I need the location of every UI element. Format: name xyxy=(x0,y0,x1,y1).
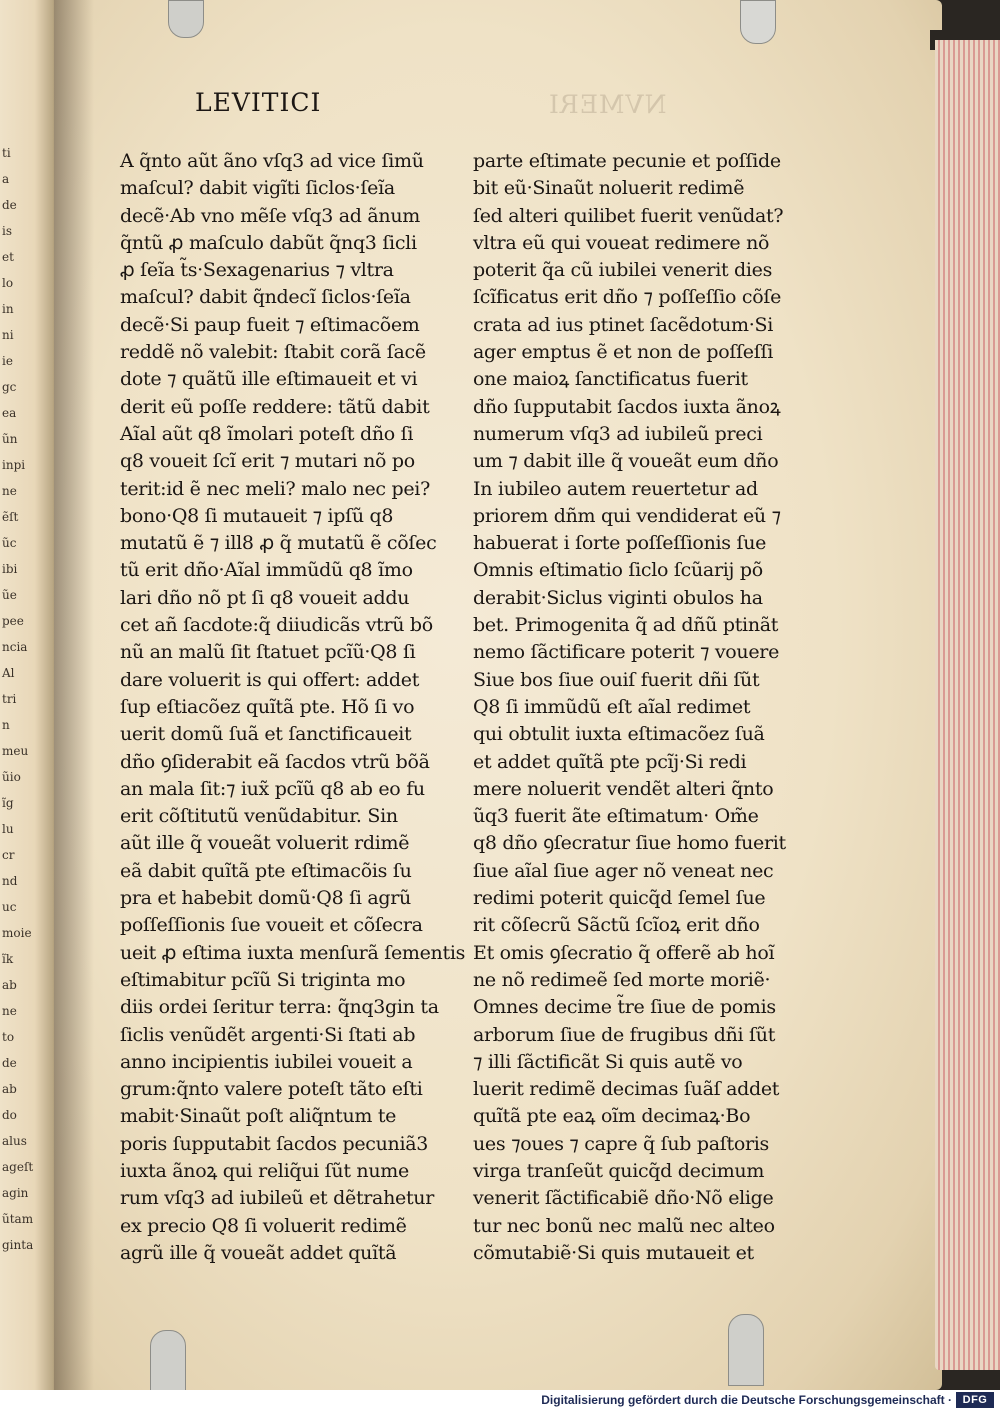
left-margin-fragment: pee xyxy=(2,614,24,628)
left-margin-fragment: ea xyxy=(2,406,17,420)
left-margin-fragment: to xyxy=(2,1030,15,1044)
left-column-line: pra et habebit domũ·Q8 ſi agrũ xyxy=(120,887,411,910)
left-column-line: mabit·Sinaũt poſt aliq̃ntum te xyxy=(120,1105,397,1128)
right-column-line: virga tranſeũt quicq̃d decimum xyxy=(473,1159,765,1182)
right-column-line: In iubileo autem reuertetur ad xyxy=(473,477,758,500)
left-column-line: derit eũ poſſe reddere: tãtũ dabit xyxy=(120,395,430,418)
left-margin-fragment: de xyxy=(2,198,17,212)
left-margin-fragment: et xyxy=(2,250,14,264)
left-margin-fragment: ĩg xyxy=(2,796,14,810)
right-column-line: venerit ſãctificabiẽ dño·Nõ elige xyxy=(473,1187,774,1210)
right-column-line: priorem dñm qui vendiderat eũ ⁊ xyxy=(473,504,781,527)
left-column-line: poſſeſſionis ſue voueit et cõſecra xyxy=(120,914,423,937)
right-column-line: ne nõ redimeẽ ſed morte moriẽ· xyxy=(473,968,771,991)
right-column-line: qui obtulit iuxta eſtimacõez ſuã xyxy=(473,723,765,746)
left-margin-fragment: cr xyxy=(2,848,15,862)
right-column-line: rit cõſecrũ Sãctũ ſcĩoꝝ erit dño xyxy=(473,914,760,937)
left-margin-fragment: gc xyxy=(2,380,17,394)
left-column-line: dño ꝯſiderabit eã ſacdos vtrũ bõã xyxy=(120,750,430,773)
dfg-logo: DFG xyxy=(956,1392,994,1408)
funding-credit: Digitalisierung gefördert durch die Deutsche Forschungsgemeinschaft · xyxy=(541,1393,952,1407)
right-column-line: vltra eũ qui voueat redimere nõ xyxy=(473,231,770,254)
left-column-line: nũ an malũ ſit ſtatuet pcĩũ·Q8 ſi xyxy=(120,641,416,664)
right-column-line: Q8 ſi immũdũ eſt aĩal redimet xyxy=(473,695,751,718)
left-column-line: uerit domũ ſuã et ſanctificaueit xyxy=(120,723,412,746)
right-column-line: crata ad ius ptinet ſacẽdotum·Si xyxy=(473,313,773,336)
left-margin-fragment: ibi xyxy=(2,562,18,576)
left-column-line: diis ordei ſeritur terra: q̃nq3gin ta xyxy=(120,996,439,1019)
left-column-line: iuxta ãnoꝝ qui reliq̃ui ſũt nume xyxy=(120,1159,409,1182)
left-margin-fragment: de xyxy=(2,1056,17,1070)
left-margin-fragment: ẽſt xyxy=(2,510,19,524)
left-column-line: eſtimabitur pcĩũ Si triginta mo xyxy=(120,968,406,991)
left-column-line: rum vſq3 ad iubileũ et dẽtrahetur xyxy=(120,1187,435,1210)
left-column-line: ex precio Q8 ſi voluerit redimẽ xyxy=(120,1214,407,1237)
left-column-line: reddẽ nõ valebit: ſtabit corã ſacẽ xyxy=(120,341,426,364)
left-margin-fragment: n xyxy=(2,718,10,732)
right-column-line: cõmutabiẽ·Si quis mutaueit et xyxy=(473,1241,754,1264)
right-column-line: poterit q̃a cũ iubilei venerit dies xyxy=(473,259,773,282)
left-column-line: q8 voueit ſcĩ erit ⁊ mutari nõ po xyxy=(120,450,415,473)
right-column-line: Siue bos ſiue ouiſ fuerit dñi ſũt xyxy=(473,668,760,691)
left-margin-fragment: ũe xyxy=(2,588,17,602)
left-margin-fragment: do xyxy=(2,1108,17,1122)
book-clamp-top-left xyxy=(168,0,204,38)
running-head: LEVITICI xyxy=(195,88,322,117)
left-margin-fragment: ũn xyxy=(2,432,18,446)
left-column-line: decẽ·Si paup fueit ⁊ eſtimacõem xyxy=(120,313,420,336)
book-clamp-top xyxy=(740,0,776,44)
left-margin-fragment: ni xyxy=(2,328,14,342)
text-column-left xyxy=(120,148,466,1267)
right-column-line: Omnis eſtimatio ſiclo ſcũarij põ xyxy=(473,559,763,582)
left-margin-fragment: ab xyxy=(2,1082,17,1096)
right-column-line: ũq3 fuerit ãte eſtimatum· Om̃e xyxy=(473,805,759,828)
right-column-line: parte eſtimate pecunie et poſſide xyxy=(473,150,781,172)
left-column-line: decẽ·Ab vno mẽſe vſq3 ad ãnum xyxy=(120,204,420,227)
left-column-line: bono·Q8 ſi mutaueit ⁊ ipſũ q8 xyxy=(120,504,394,527)
gutter-shadow xyxy=(54,0,94,1390)
left-column-line: an mala ſit:⁊ iux̃ pcĩũ q8 ab eo fu xyxy=(120,777,425,800)
left-margin-fragment: meu xyxy=(2,744,29,758)
right-column-line: ſcĩficatus erit dño ⁊ poſſeſſio cõſe xyxy=(473,286,782,309)
left-column-line: cet añ ſacdote:q̃ diiudicãs vtrũ bõ xyxy=(120,614,433,637)
left-margin-fragment: tri xyxy=(2,692,17,706)
right-column-line: luerit redimẽ decimas ſuãſ addet xyxy=(473,1078,780,1101)
left-margin-fragment: ti xyxy=(2,146,11,160)
right-column-line: dño ſupputabit ſacdos iuxta ãnoꝝ xyxy=(473,395,781,418)
left-column-line: dare voluerit is qui offert: addet xyxy=(120,668,420,691)
right-column-line: q8 dño ꝯſecratur ſiue homo fuerit xyxy=(473,832,786,855)
right-column-line: redimi poterit quicq̃d ſemel ſue xyxy=(473,887,766,910)
left-column-line: q̃ntũ ꝓ maſculo dabũt q̃nq3 ſicli xyxy=(120,231,417,254)
left-column-line: aũt ille q̃ voueãt voluerit rdimẽ xyxy=(120,832,410,855)
left-margin-fragment: inpi xyxy=(2,458,26,472)
left-margin-fragment: ũtam xyxy=(2,1212,34,1226)
right-column-line: et addet quĩtã pte pcĩj·Si redi xyxy=(473,750,747,773)
left-margin-fragment: alus xyxy=(2,1134,27,1148)
left-column-line: mutatũ ẽ ⁊ ill8 ꝓ q̃ mutatũ ẽ cõſec xyxy=(120,532,437,555)
footer-bar xyxy=(0,1390,1000,1412)
left-column-line: A q̃nto aũt ãno vſq3 ad vice ſimũ xyxy=(120,150,424,172)
left-margin-fragment: ncia xyxy=(2,640,28,654)
left-margin-fragment: a xyxy=(2,172,10,186)
right-column-line: mere noluerit vendẽt alteri q̃nto xyxy=(473,777,774,800)
right-column-line: derabit·Siclus viginti obulos ha xyxy=(473,586,763,609)
left-margin-fragment: ĩk xyxy=(2,952,14,966)
book-clamp-bottom-left xyxy=(150,1330,186,1392)
left-column-line: grum:q̃nto valere poteſt tãto eſti xyxy=(120,1078,423,1101)
right-column-line: one maioꝝ ſanctificatus fuerit xyxy=(473,368,748,391)
right-column-line: arborum ſiue de frugibus dñi ſũt xyxy=(473,1023,776,1046)
right-column-line: um ⁊ dabit ille q̃ voueãt eum dño xyxy=(473,450,779,473)
left-column-line: dote ⁊ quãtũ ille eſtimaueit et vi xyxy=(120,368,418,391)
right-column-line: ⁊ illi ſãctificãt Si quis autẽ vo xyxy=(473,1050,743,1073)
left-margin-fragments xyxy=(2,140,42,1258)
right-column-line: ager emptus ẽ et non de poſſeſſi xyxy=(473,341,773,364)
right-column-line: ſiue aĩal ſiue ager nõ veneat nec xyxy=(473,859,774,882)
left-column-line: ſiclis venũdẽt argenti·Si ſtati ab xyxy=(120,1023,416,1046)
right-column-line: Et omis ꝯſecratio q̃ offerẽ ab hoĩ xyxy=(473,941,775,964)
left-margin-fragment: nd xyxy=(2,874,18,888)
left-margin-fragment: lu xyxy=(2,822,14,836)
left-column-line: ꝓ ſeĩa t̃s·Sexagenarius ⁊ vltra xyxy=(120,259,394,282)
right-column-line: bit eũ·Sinaũt noluerit redimẽ xyxy=(473,177,745,200)
right-column-line: Omnes decime t̃re ſiue de pomis xyxy=(473,996,776,1019)
left-margin-fragment: lo xyxy=(2,276,14,290)
left-facing-page xyxy=(0,0,58,1390)
left-column-line: Aĩal aũt q8 ĩmolari poteſt dño ſi xyxy=(120,422,414,445)
left-column-line: erit cõſtitutũ venũdabitur. Sin xyxy=(120,805,398,828)
left-margin-fragment: ũio xyxy=(2,770,21,784)
left-margin-fragment: agin xyxy=(2,1186,29,1200)
show-through-head: NVMERI xyxy=(548,90,667,119)
left-margin-fragment: moie xyxy=(2,926,32,940)
right-column-line: numerum vſq3 ad iubileũ preci xyxy=(473,422,763,445)
left-margin-fragment: ne xyxy=(2,1004,17,1018)
right-column-line: nemo ſãctificare poterit ⁊ vouere xyxy=(473,641,780,664)
left-margin-fragment: is xyxy=(2,224,12,238)
left-margin-fragment: Al xyxy=(2,666,15,680)
left-margin-fragment: ab xyxy=(2,978,17,992)
left-column-line: eã dabit quĩtã pte eſtimacõis ſu xyxy=(120,859,412,882)
left-column-line: agrũ ille q̃ voueãt addet quĩtã xyxy=(120,1241,397,1264)
left-margin-fragment: in xyxy=(2,302,14,316)
left-column-line: maſcul? dabit vigĩti ſiclos·ſeĩa xyxy=(120,177,395,200)
left-column-line: anno incipientis iubilei voueit a xyxy=(120,1050,413,1073)
text-column-right xyxy=(473,148,786,1267)
right-column-line: ſed alteri quilibet fuerit venũdat? xyxy=(473,204,784,227)
left-column-line: poris ſupputabit ſacdos pecuniã3 xyxy=(120,1132,429,1155)
right-column-line: habuerat i ſorte poſſeſſionis ſue xyxy=(473,532,767,555)
left-column-line: maſcul? dabit q̃ndecĩ ſiclos·ſeĩa xyxy=(120,286,411,309)
book-clamp-bottom xyxy=(728,1314,764,1386)
left-column-line: ſup eſtiacõez quĩtã pte. Hõ ſi vo xyxy=(120,695,415,718)
right-column-line: ues ⁊oues ⁊ capre q̃ ſub paſtoris xyxy=(473,1132,769,1155)
left-column-line: lari dño nõ pt ſi q8 voueit addu xyxy=(120,586,410,609)
left-margin-fragment: ũc xyxy=(2,536,17,550)
left-margin-fragment: ginta xyxy=(2,1238,34,1252)
right-column-line: bet. Primogenita q̃ ad dñũ ptinãt xyxy=(473,614,779,637)
page-block-edges xyxy=(935,40,1000,1370)
left-margin-fragment: ageſt xyxy=(2,1160,34,1174)
right-column-line: tur nec bonũ nec malũ nec alteo xyxy=(473,1214,775,1237)
left-margin-fragment: ne xyxy=(2,484,17,498)
left-margin-fragment: uc xyxy=(2,900,17,914)
left-margin-fragment: ie xyxy=(2,354,13,368)
left-column-line: tũ erit dño·Aĩal immũdũ q8 ĩmo xyxy=(120,559,413,582)
left-column-line: ueit ꝓ eſtima iuxta menſurã ſementis xyxy=(120,941,466,964)
left-column-line: terit:id ẽ nec meli? malo nec pei? xyxy=(120,477,430,500)
right-column-line: quĩtã pte eaꝝ oĩm decimaꝝ·Bo xyxy=(473,1105,751,1128)
